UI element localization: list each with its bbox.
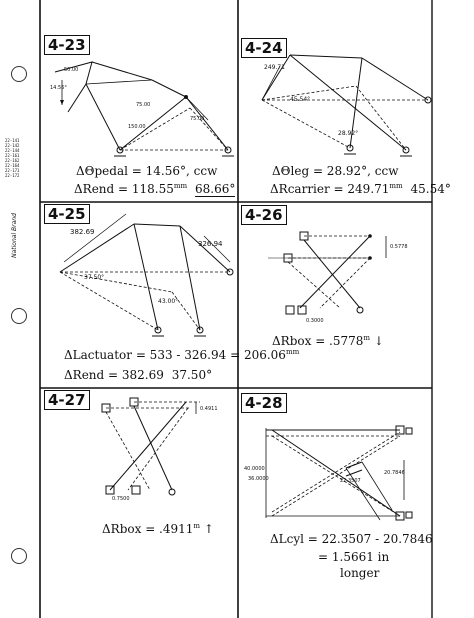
dim-4-28-b: 36.0000 [248,476,269,482]
dim-4-24-b: 45.54° [290,96,311,103]
result-4-24-b: ΔRcarrier = $249.71^{mm}$ 45.54° [270,182,451,196]
problem-label-4-27: 4-27 [44,390,90,410]
result-4-27: ΔRbox = $.4911^m$ ↑ [102,522,214,536]
result-4-26: ΔRbox = $.5778^m$ ↓ [272,334,384,348]
result-4-28-c: longer [340,566,380,580]
result-4-28-b: = 1.5661 in [318,550,390,564]
result-4-25: ΔLactuator = $533 - 326.94 = 206.06^{mm}$ [64,348,300,362]
dim-4-25-d: 43.00° [158,298,179,305]
dim-4-26-a: 0.5778 [390,244,408,250]
dim-4-25-c: 37.50° [84,274,105,281]
result-4-23-b: ΔRend = $118.55^{mm}$ 68.66° [74,182,236,196]
dim-4-26-b: 0.3000 [306,318,324,324]
brand-logo-text: National Brand [10,213,18,258]
result-4-25-b: ΔRend = 382.69 37.50° [64,368,213,382]
dim-4-23-d: 75.00 [190,116,205,122]
problem-label-4-26: 4-26 [241,205,287,225]
dim-4-23-a: 50.00 [64,67,79,73]
problem-label-4-28: 4-28 [241,393,287,413]
dim-4-25-b: 326.94 [198,240,223,248]
dim-4-25-a: 382.69 [70,228,95,236]
dim-4-27-b: 0.7500 [112,496,130,502]
result-4-28: ΔLcyl = 22.3507 - 20.7846 [270,532,433,546]
dim-4-28-d: 20.7846 [384,470,405,476]
result-4-24: ΔΘleg = 28.92°, ccw [272,164,399,178]
dim-4-28-c: 22.3507 [340,478,361,484]
dim-4-23-e: 14.56° [50,85,67,91]
dim-4-28-a: 40.0000 [244,466,265,472]
dim-4-23-b: 75.00 [136,102,151,108]
problem-label-4-24: 4-24 [241,38,287,58]
problem-label-4-23: 4-23 [44,35,90,55]
problem-label-4-25: 4-25 [44,204,90,224]
margin-stamp: 22-141 22-142 22-144 22-161 22-162 22-164 22-171 22-172 [5,138,20,178]
dim-4-24-c: 28.92° [338,130,359,137]
dim-4-24-a: 249.71 [264,64,285,71]
result-4-23: ΔΘpedal = 14.56°, ccw [76,164,218,178]
dim-4-27-a: 0.4911 [200,406,218,412]
dim-4-23-c: 150.00 [128,124,146,130]
